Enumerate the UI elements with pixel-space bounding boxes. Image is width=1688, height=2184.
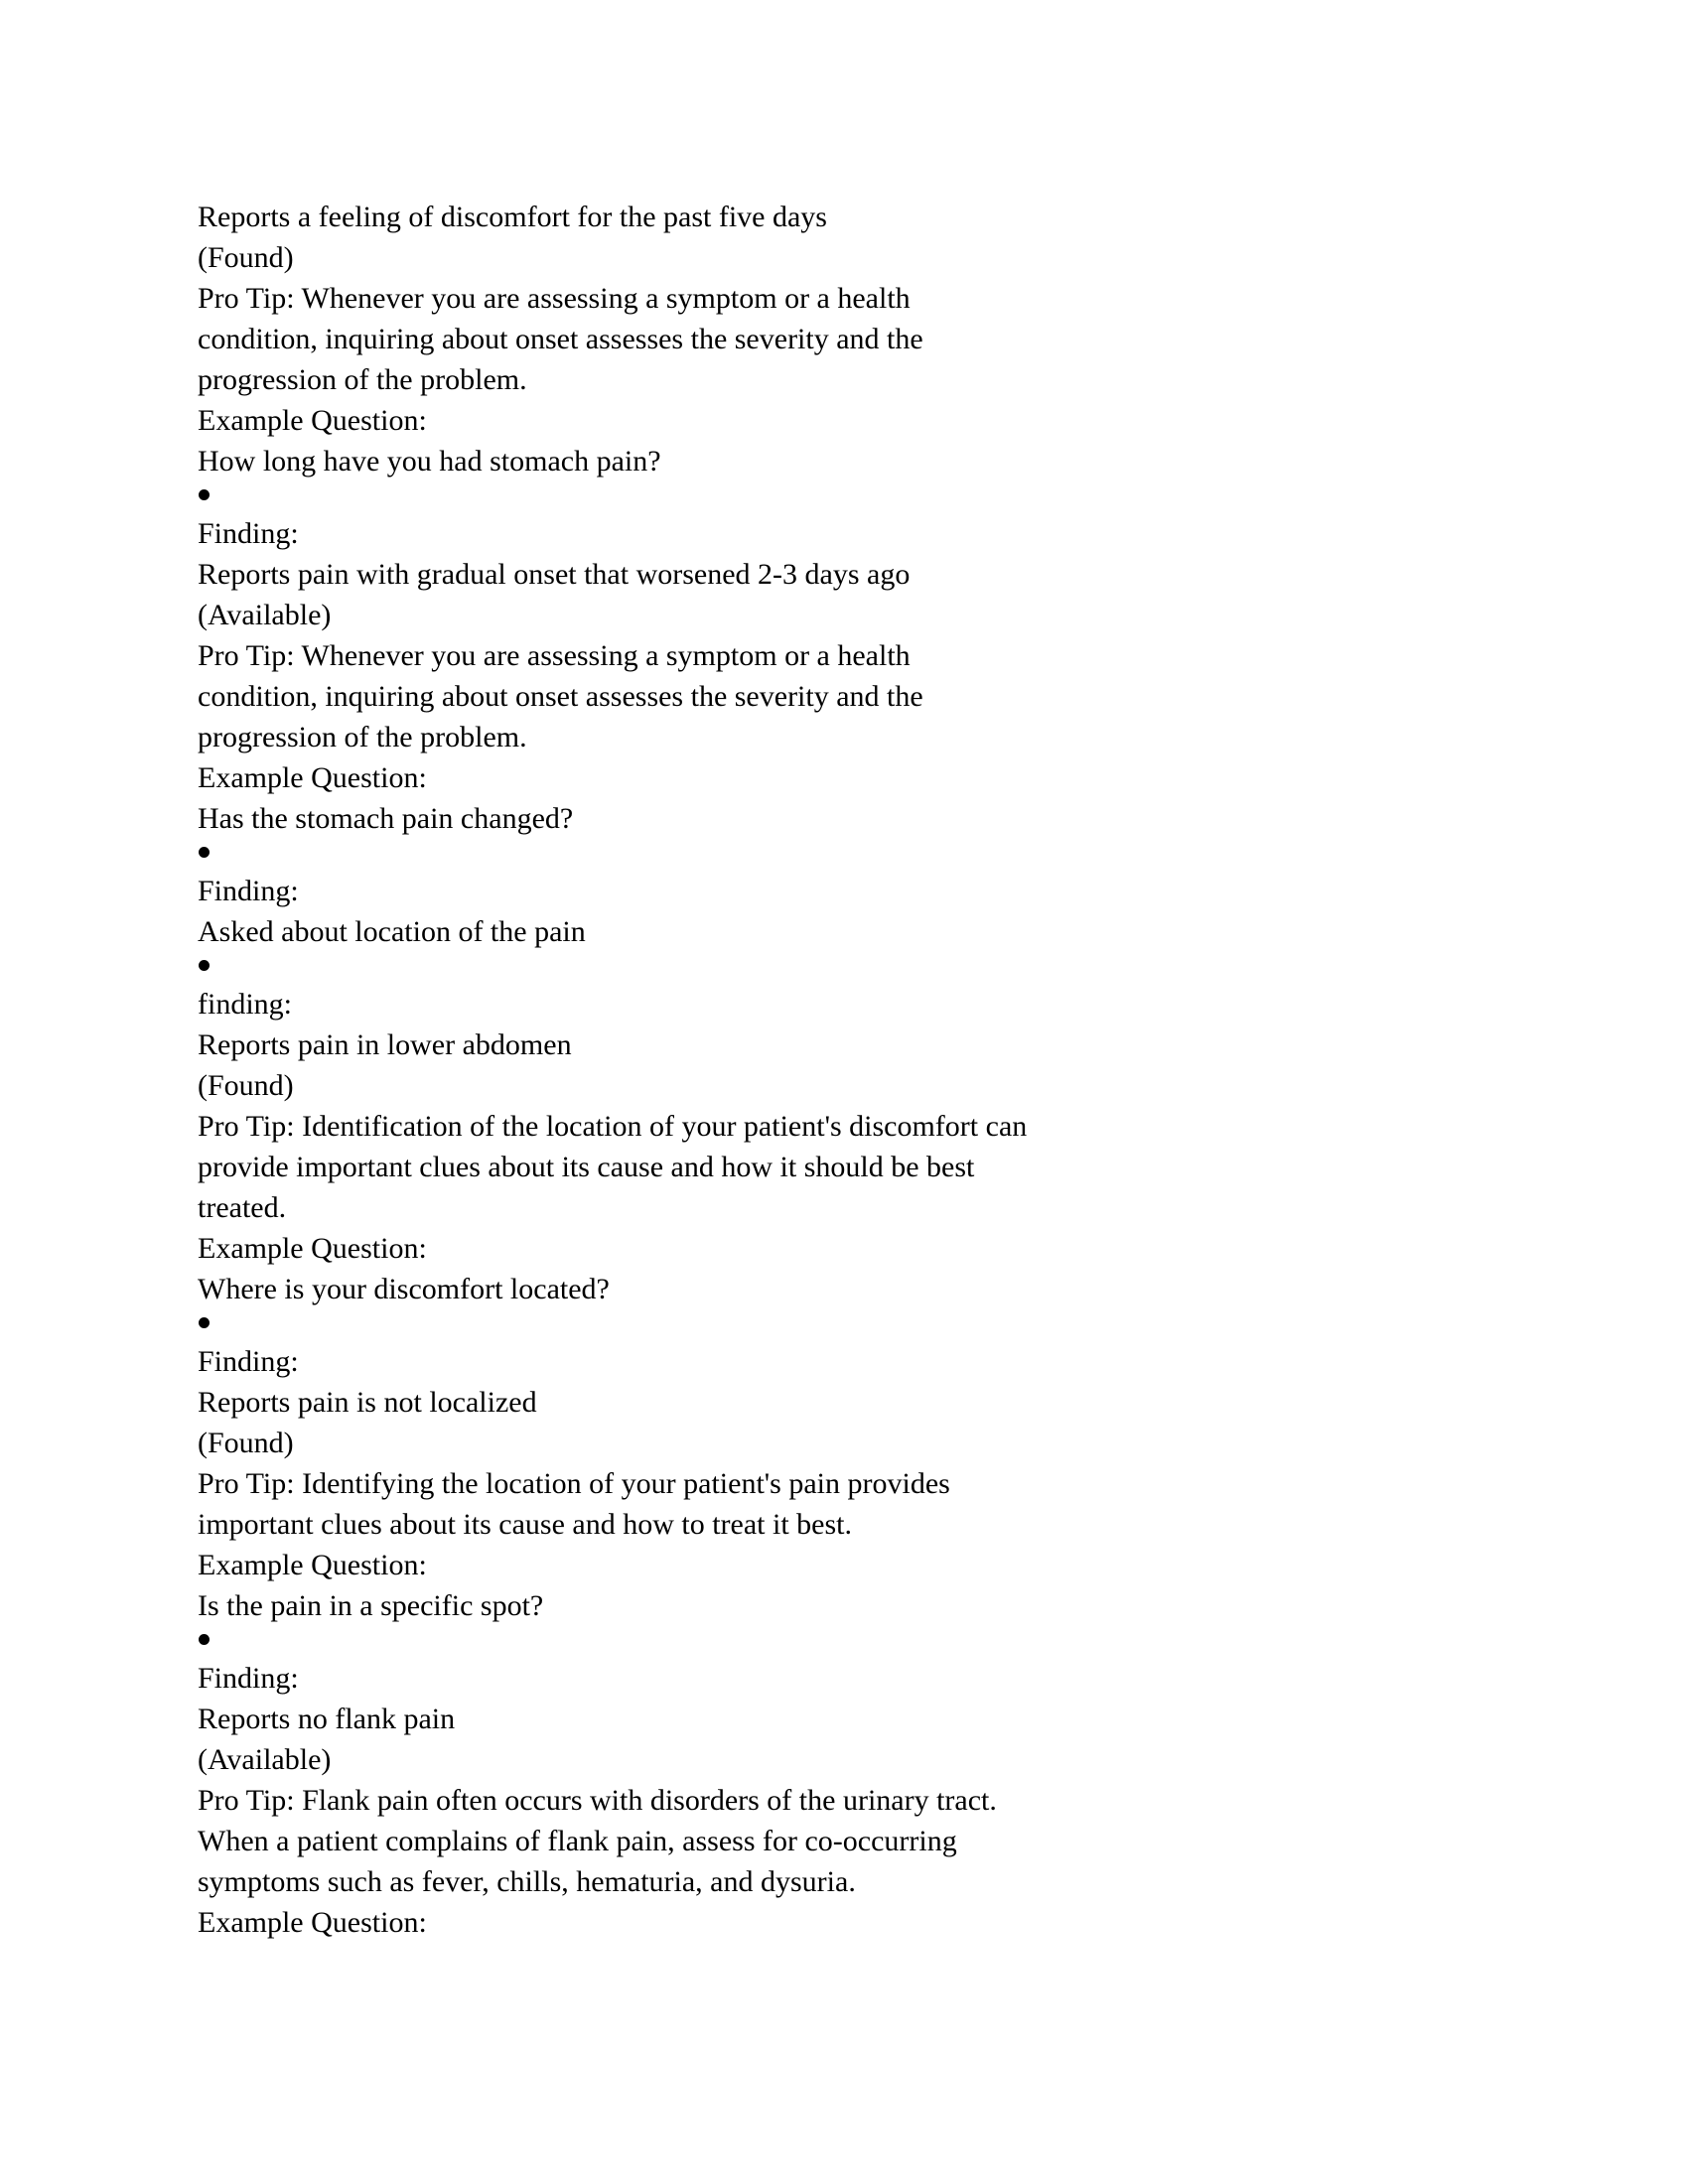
text-line: (Found)	[198, 1427, 294, 1459]
text-line: progression of the problem.	[198, 363, 527, 396]
bullet-icon	[199, 847, 210, 858]
text-line: Pro Tip: Identification of the location of your patient's discomfort can	[198, 1110, 1028, 1143]
text-line: Finding:	[198, 1345, 299, 1378]
text-line: Where is your discomfort located?	[198, 1273, 610, 1305]
bullet-icon	[199, 1634, 210, 1645]
text-line: Asked about location of the pain	[198, 915, 586, 948]
text-line: Reports no flank pain	[198, 1703, 456, 1735]
text-line: How long have you had stomach pain?	[198, 445, 661, 478]
text-line: treated.	[198, 1191, 287, 1224]
text-line: Example Question:	[198, 761, 427, 794]
bullet-item	[198, 1309, 1488, 1341]
text-line: Example Question:	[198, 404, 427, 437]
bullet-icon	[199, 1317, 210, 1328]
text-line: Reports pain is not localized	[198, 1386, 537, 1419]
text-line: condition, inquiring about onset assesses the severity and the	[198, 680, 923, 713]
text-line: Reports a feeling of discomfort for the past five days	[198, 201, 827, 233]
bullet-item	[198, 1626, 1488, 1658]
bullet-item	[198, 952, 1488, 984]
text-line: provide important clues about its cause and how it should be best	[198, 1151, 975, 1183]
text-line: (Found)	[198, 1069, 294, 1102]
text-line: Pro Tip: Flank pain often occurs with disorders of the urinary tract.	[198, 1784, 997, 1817]
bullet-icon	[199, 960, 210, 971]
text-line: important clues about its cause and how to treat it best.	[198, 1508, 853, 1541]
text-line: Reports pain with gradual onset that worsened 2-3 days ago	[198, 558, 911, 591]
text-line: Has the stomach pain changed?	[198, 802, 574, 835]
text-line: symptoms such as fever, chills, hematuria, and dysuria.	[198, 1865, 856, 1898]
text-line: Is the pain in a specific spot?	[198, 1589, 544, 1622]
text-line: Example Question:	[198, 1549, 427, 1581]
text-line: (Available)	[198, 1743, 332, 1776]
bullet-item	[198, 839, 1488, 871]
text-line: progression of the problem.	[198, 721, 527, 753]
text-line: Pro Tip: Identifying the location of your patient's pain provides	[198, 1467, 950, 1500]
text-line: (Found)	[198, 241, 294, 274]
text-line: Example Question:	[198, 1232, 427, 1265]
bullet-icon	[199, 489, 210, 500]
document-body	[198, 197, 1488, 1943]
text-line: Reports pain in lower abdomen	[198, 1028, 572, 1061]
text-line: Finding:	[198, 517, 299, 550]
text-line: Finding:	[198, 875, 299, 907]
text-line: Pro Tip: Whenever you are assessing a symptom or a health	[198, 639, 911, 672]
text-line: (Available)	[198, 599, 332, 631]
text-line: condition, inquiring about onset assesses the severity and the	[198, 323, 923, 355]
text-line: Finding:	[198, 1662, 299, 1695]
bullet-item	[198, 481, 1488, 513]
text-line: Example Question:	[198, 1906, 427, 1939]
text-line: Pro Tip: Whenever you are assessing a symptom or a health	[198, 282, 911, 315]
text-line: When a patient complains of flank pain, assess for co-occurring	[198, 1825, 957, 1857]
text-line: finding:	[198, 988, 292, 1021]
